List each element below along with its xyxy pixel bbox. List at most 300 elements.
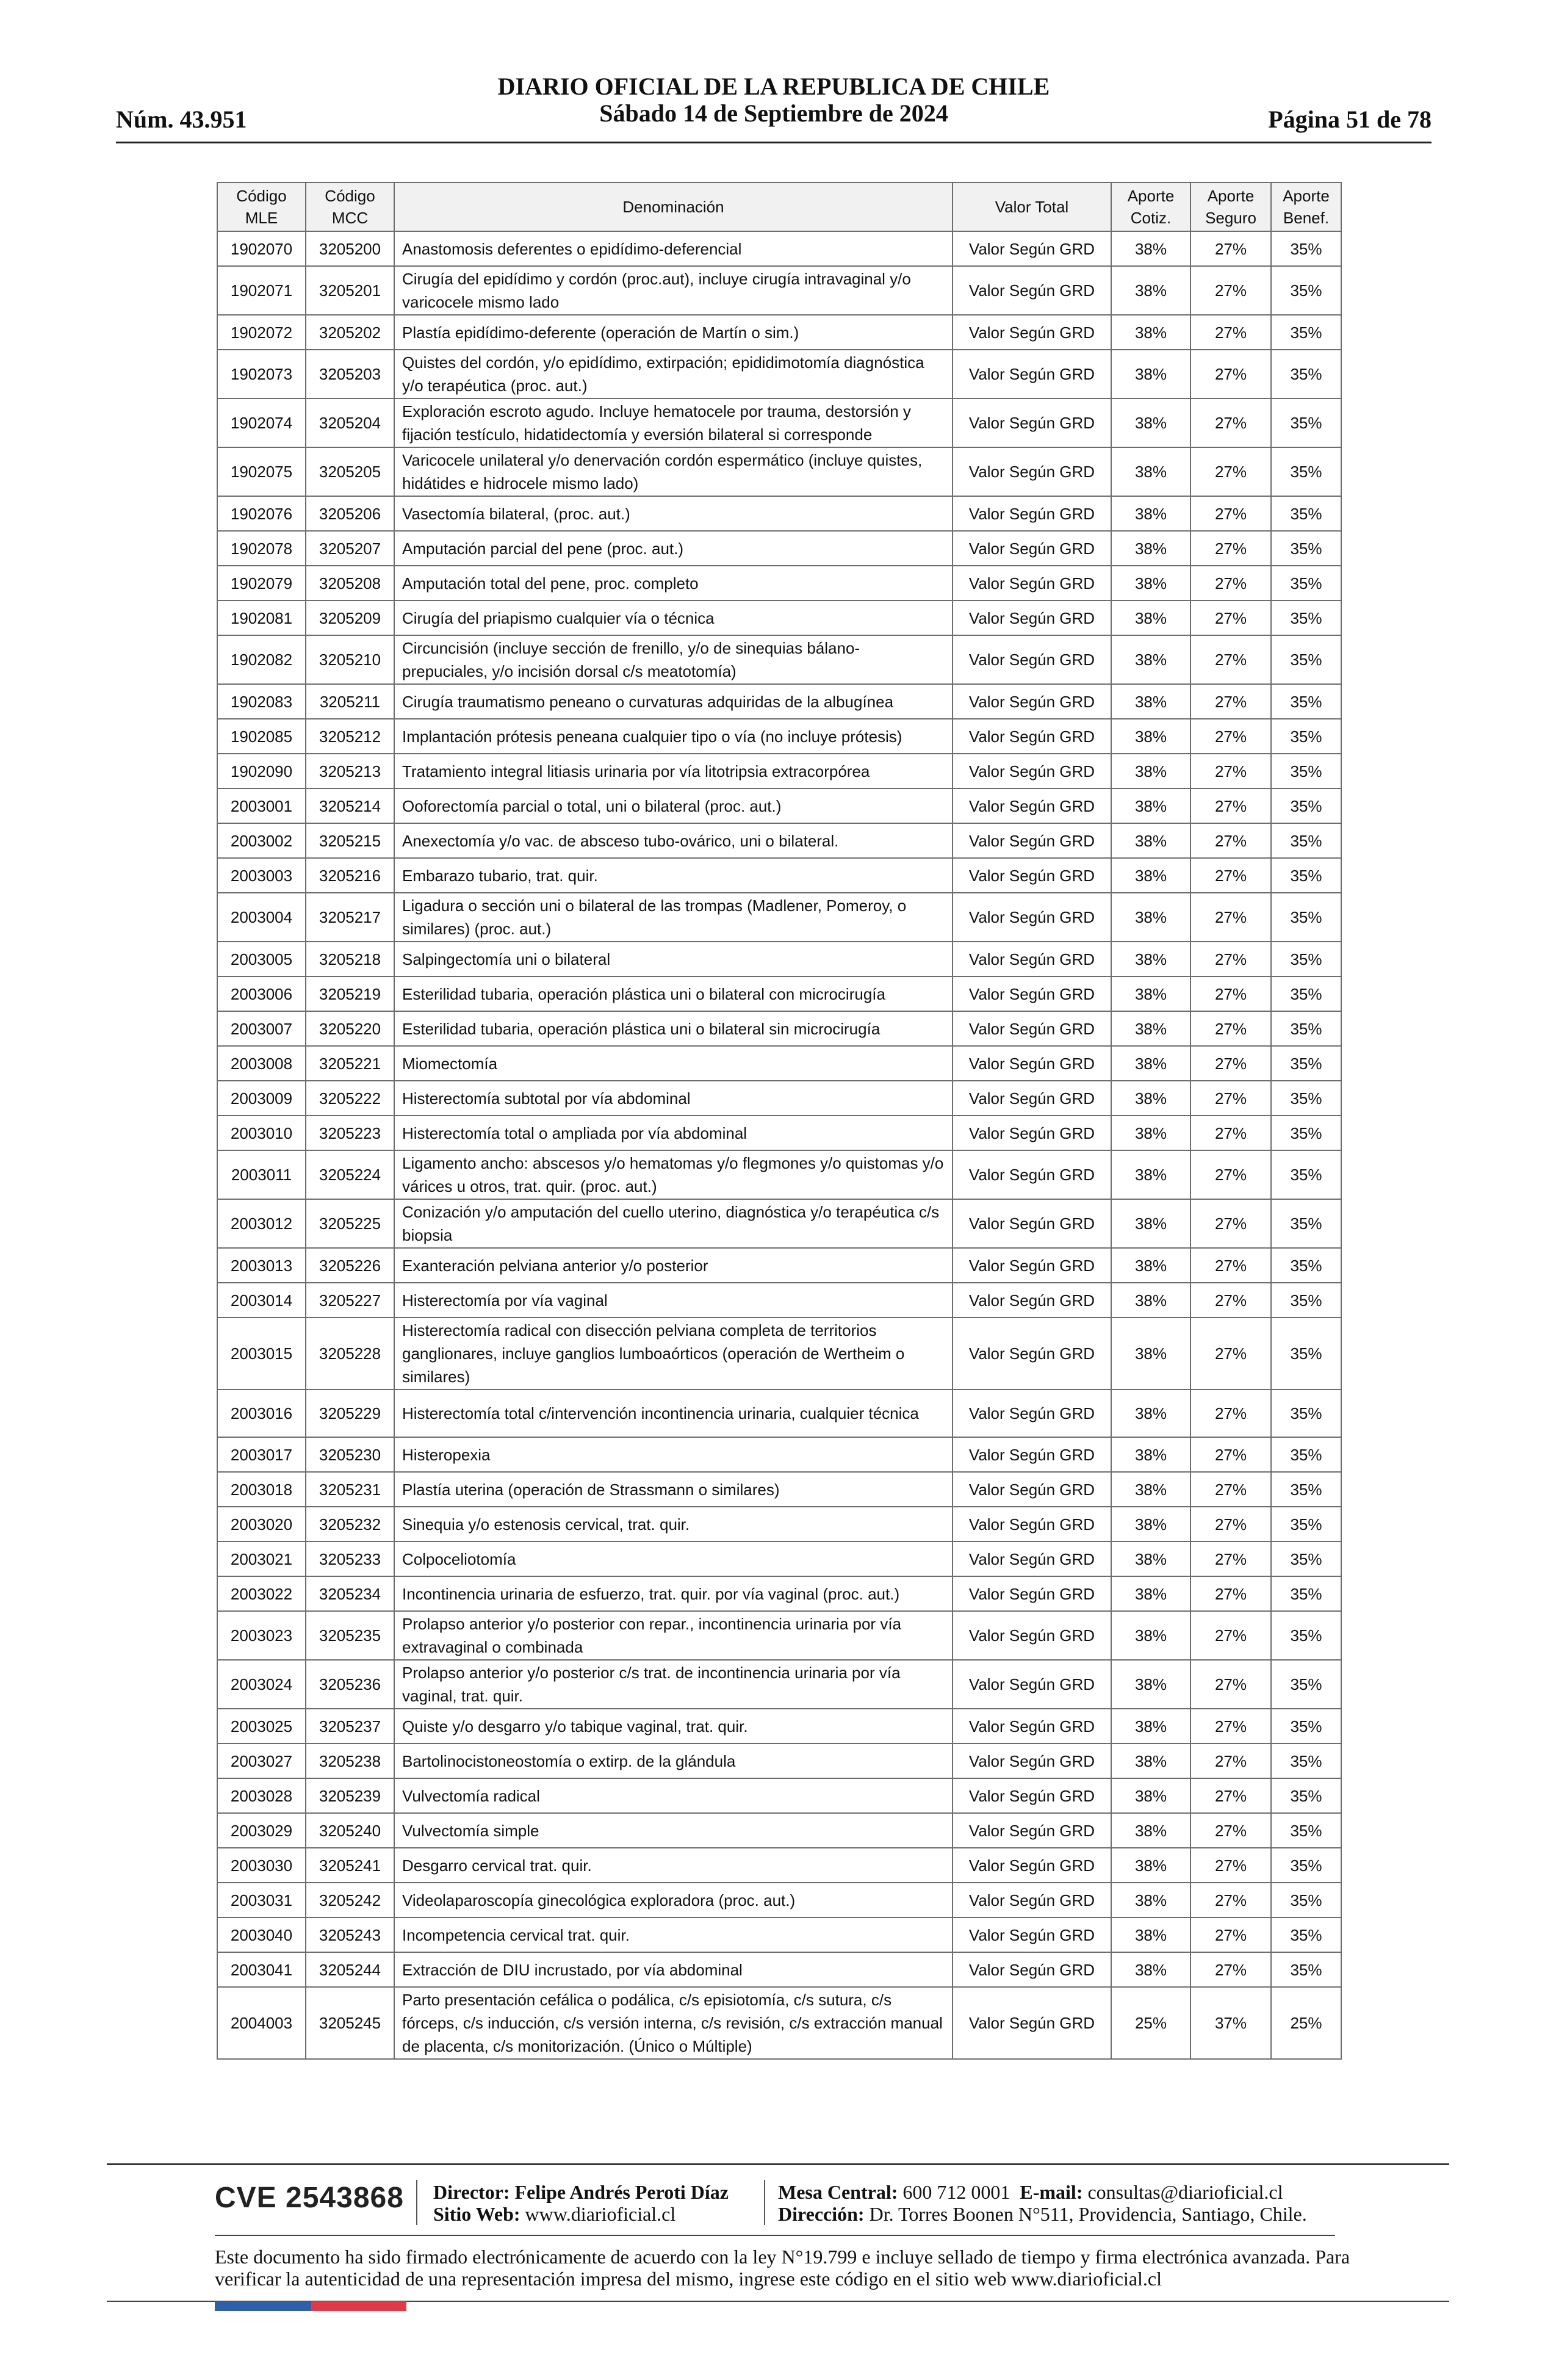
cell-aporte-seguro: 27% <box>1190 788 1271 823</box>
cell-codigo-mle: 1902076 <box>217 496 306 531</box>
cell-denominacion: Bartolinocistoneostomía o extirp. de la glándula <box>394 1744 953 1778</box>
cell-valor-total: Valor Según GRD <box>953 1848 1111 1883</box>
cell-aporte-cotiz: 25% <box>1111 1987 1190 2059</box>
cell-codigo-mle: 2003015 <box>217 1318 306 1390</box>
cell-aporte-cotiz: 38% <box>1111 1390 1190 1437</box>
cell-codigo-mcc: 3205208 <box>306 566 394 600</box>
cell-valor-total: Valor Según GRD <box>953 266 1111 315</box>
cell-denominacion: Circuncisión (incluye sección de frenillo, y/o de sinequias bálano-prepuciales, y/o incisión dorsal c/s meatotomía) <box>394 635 953 684</box>
cell-denominacion: Extracción de DIU incrustado, por vía abdominal <box>394 1952 953 1987</box>
table-row <box>217 266 1341 315</box>
cell-aporte-benef: 35% <box>1271 1507 1341 1542</box>
cell-denominacion: Sinequia y/o estenosis cervical, trat. quir. <box>394 1507 953 1542</box>
cell-aporte-benef: 25% <box>1271 1987 1341 2059</box>
footer-separator <box>764 2180 765 2225</box>
cell-aporte-benef: 35% <box>1271 1744 1341 1778</box>
cell-valor-total: Valor Según GRD <box>953 1952 1111 1987</box>
cell-aporte-cotiz: 38% <box>1111 600 1190 635</box>
cell-aporte-benef: 35% <box>1271 266 1341 315</box>
cell-codigo-mcc: 3205221 <box>306 1046 394 1081</box>
cell-codigo-mle: 2003030 <box>217 1848 306 1883</box>
table-row <box>217 566 1341 600</box>
cell-denominacion: Prolapso anterior y/o posterior con repar., incontinencia urinaria por vía extravaginal o combinada <box>394 1611 953 1660</box>
director-label: Director: <box>433 2181 510 2203</box>
col-header-aporte-benef: Aporte Benef. <box>1271 182 1341 231</box>
cell-codigo-mle: 2003010 <box>217 1116 306 1150</box>
cell-aporte-cotiz: 38% <box>1111 684 1190 719</box>
flag-bar-blue <box>215 2301 311 2311</box>
cell-aporte-seguro: 27% <box>1190 754 1271 788</box>
table-header-row <box>217 182 1341 231</box>
cell-aporte-cotiz: 38% <box>1111 1248 1190 1283</box>
cell-aporte-cotiz: 38% <box>1111 1150 1190 1199</box>
cell-aporte-cotiz: 38% <box>1111 1744 1190 1778</box>
cell-denominacion: Histeropexia <box>394 1437 953 1472</box>
cell-codigo-mle: 2003031 <box>217 1883 306 1917</box>
cell-aporte-seguro: 27% <box>1190 1848 1271 1883</box>
cell-codigo-mcc: 3205207 <box>306 531 394 566</box>
cell-codigo-mle: 2003018 <box>217 1472 306 1507</box>
cell-codigo-mcc: 3205218 <box>306 942 394 976</box>
table-row <box>217 350 1341 398</box>
cell-codigo-mcc: 3205201 <box>306 266 394 315</box>
cell-aporte-seguro: 27% <box>1190 1709 1271 1744</box>
cell-codigo-mle: 1902083 <box>217 684 306 719</box>
table-row <box>217 1150 1341 1199</box>
cell-valor-total: Valor Según GRD <box>953 1883 1111 1917</box>
header-divider <box>116 142 1432 143</box>
cell-aporte-cotiz: 38% <box>1111 231 1190 266</box>
cell-aporte-seguro: 27% <box>1190 1542 1271 1576</box>
cell-aporte-cotiz: 38% <box>1111 1952 1190 1987</box>
cell-aporte-seguro: 27% <box>1190 1081 1271 1116</box>
cell-codigo-mle: 2003006 <box>217 976 306 1011</box>
table-row <box>217 858 1341 893</box>
table-row <box>217 684 1341 719</box>
cell-codigo-mcc: 3205214 <box>306 788 394 823</box>
table-row <box>217 942 1341 976</box>
cell-codigo-mle: 2003017 <box>217 1437 306 1472</box>
cell-codigo-mcc: 3205227 <box>306 1283 394 1318</box>
cell-aporte-seguro: 27% <box>1190 398 1271 447</box>
cell-denominacion: Histerectomía subtotal por vía abdominal <box>394 1081 953 1116</box>
cell-valor-total: Valor Según GRD <box>953 600 1111 635</box>
cell-valor-total: Valor Según GRD <box>953 1472 1111 1507</box>
cell-denominacion: Plastía epidídimo-deferente (operación de Martín o sim.) <box>394 315 953 350</box>
cell-aporte-benef: 35% <box>1271 976 1341 1011</box>
table-row <box>217 315 1341 350</box>
footer-director-block <box>433 2181 729 2225</box>
cell-aporte-benef: 35% <box>1271 398 1341 447</box>
cell-denominacion: Prolapso anterior y/o posterior c/s trat. de incontinencia urinaria por vía vaginal, trat. quir. <box>394 1660 953 1709</box>
cell-denominacion: Vasectomía bilateral, (proc. aut.) <box>394 496 953 531</box>
cell-denominacion: Ooforectomía parcial o total, uni o bilateral (proc. aut.) <box>394 788 953 823</box>
cell-aporte-seguro: 27% <box>1190 315 1271 350</box>
cell-codigo-mle: 2003004 <box>217 893 306 942</box>
footer-divider-top <box>107 2163 1449 2165</box>
cell-aporte-seguro: 27% <box>1190 1150 1271 1199</box>
cell-valor-total: Valor Según GRD <box>953 976 1111 1011</box>
cell-codigo-mle: 2003002 <box>217 823 306 858</box>
cell-denominacion: Esterilidad tubaria, operación plástica uni o bilateral sin microcirugía <box>394 1011 953 1046</box>
cell-aporte-seguro: 27% <box>1190 1248 1271 1283</box>
cell-codigo-mcc: 3205230 <box>306 1437 394 1472</box>
cell-aporte-cotiz: 38% <box>1111 1507 1190 1542</box>
cell-denominacion: Quiste y/o desgarro y/o tabique vaginal, trat. quir. <box>394 1709 953 1744</box>
footer-divider-middle <box>215 2235 1335 2236</box>
cell-valor-total: Valor Según GRD <box>953 350 1111 398</box>
cell-aporte-cotiz: 38% <box>1111 1081 1190 1116</box>
cell-denominacion: Vulvectomía simple <box>394 1813 953 1848</box>
cell-denominacion: Implantación prótesis peneana cualquier tipo o vía (no incluye prótesis) <box>394 719 953 754</box>
cell-aporte-benef: 35% <box>1271 1952 1341 1987</box>
cell-aporte-cotiz: 38% <box>1111 1576 1190 1611</box>
cell-codigo-mcc: 3205241 <box>306 1848 394 1883</box>
cell-aporte-cotiz: 38% <box>1111 788 1190 823</box>
table-row <box>217 1283 1341 1318</box>
table-row <box>217 1542 1341 1576</box>
table-row <box>217 1660 1341 1709</box>
cell-codigo-mcc: 3205206 <box>306 496 394 531</box>
cve-code: CVE 2543868 <box>215 2182 404 2214</box>
cell-aporte-seguro: 27% <box>1190 942 1271 976</box>
cell-aporte-cotiz: 38% <box>1111 1778 1190 1813</box>
cell-codigo-mcc: 3205240 <box>306 1813 394 1848</box>
col-header-mle: Código MLE <box>217 182 306 231</box>
procedures-table <box>217 182 1342 2060</box>
cell-aporte-benef: 35% <box>1271 1116 1341 1150</box>
cell-denominacion: Plastía uterina (operación de Strassmann o similares) <box>394 1472 953 1507</box>
cell-aporte-cotiz: 38% <box>1111 315 1190 350</box>
cell-valor-total: Valor Según GRD <box>953 1150 1111 1199</box>
cell-codigo-mle: 2003003 <box>217 858 306 893</box>
table-row <box>217 1199 1341 1248</box>
cell-codigo-mle: 2003012 <box>217 1199 306 1248</box>
cell-aporte-cotiz: 38% <box>1111 893 1190 942</box>
cell-valor-total: Valor Según GRD <box>953 1987 1111 2059</box>
cell-aporte-benef: 35% <box>1271 1917 1341 1952</box>
cell-codigo-mcc: 3205222 <box>306 1081 394 1116</box>
cell-aporte-cotiz: 38% <box>1111 1318 1190 1390</box>
cell-denominacion: Cirugía traumatismo peneano o curvaturas adquiridas de la albugínea <box>394 684 953 719</box>
website-label: Sitio Web: <box>433 2203 520 2225</box>
cell-aporte-benef: 35% <box>1271 1248 1341 1283</box>
cell-aporte-benef: 35% <box>1271 942 1341 976</box>
cell-codigo-mle: 2003024 <box>217 1660 306 1709</box>
cell-aporte-seguro: 27% <box>1190 1046 1271 1081</box>
newspaper-title: DIARIO OFICIAL DE LA REPUBLICA DE CHILE <box>497 73 1050 100</box>
legal-notice: Este documento ha sido firmado electrónicamente de acuerdo con la ley N°19.799 e incluye sellado de tiempo y firma electrónica avanzada. Para verificar la autenticidad de una representación impresa del mismo, ingrese este código en el sitio web www.diarioficial.cl <box>215 2246 1350 2290</box>
footer-contact-block <box>778 2181 1307 2225</box>
cell-denominacion: Colpoceliotomía <box>394 1542 953 1576</box>
cell-aporte-seguro: 27% <box>1190 1283 1271 1318</box>
cell-valor-total: Valor Según GRD <box>953 1611 1111 1660</box>
cell-denominacion: Parto presentación cefálica o podálica, c/s episiotomía, c/s sutura, c/s fórceps, c/s inducción, c/s versión interna, c/s revisión, c/s extracción manual de placenta, c/s monitorización. (Único o Múltiple) <box>394 1987 953 2059</box>
table-row <box>217 893 1341 942</box>
table-row <box>217 1987 1341 2059</box>
cell-valor-total: Valor Según GRD <box>953 231 1111 266</box>
cell-aporte-cotiz: 38% <box>1111 1709 1190 1744</box>
cell-aporte-benef: 35% <box>1271 788 1341 823</box>
cell-aporte-benef: 35% <box>1271 1848 1341 1883</box>
cell-codigo-mle: 2004003 <box>217 1987 306 2059</box>
cell-valor-total: Valor Según GRD <box>953 1081 1111 1116</box>
cell-denominacion: Exploración escroto agudo. Incluye hematocele por trauma, destorsión y fijación testículo, hidatidectomía y eversión bilateral si corresponde <box>394 398 953 447</box>
cell-aporte-seguro: 27% <box>1190 1952 1271 1987</box>
cell-codigo-mle: 2003029 <box>217 1813 306 1848</box>
issue-date: Sábado 14 de Septiembre de 2024 <box>599 99 948 127</box>
cell-aporte-seguro: 27% <box>1190 496 1271 531</box>
cell-valor-total: Valor Según GRD <box>953 496 1111 531</box>
cell-valor-total: Valor Según GRD <box>953 1283 1111 1318</box>
cell-aporte-cotiz: 38% <box>1111 823 1190 858</box>
cell-codigo-mle: 2003009 <box>217 1081 306 1116</box>
table-row <box>217 1611 1341 1660</box>
cell-codigo-mle: 2003021 <box>217 1542 306 1576</box>
cell-aporte-seguro: 27% <box>1190 1744 1271 1778</box>
col-header-aporte-seguro: Aporte Seguro <box>1190 182 1271 231</box>
cell-aporte-seguro: 37% <box>1190 1987 1271 2059</box>
table-row <box>217 1576 1341 1611</box>
cell-codigo-mcc: 3205215 <box>306 823 394 858</box>
cell-codigo-mcc: 3205237 <box>306 1709 394 1744</box>
cell-denominacion: Incontinencia urinaria de esfuerzo, trat. quir. por vía vaginal (proc. aut.) <box>394 1576 953 1611</box>
cell-aporte-seguro: 27% <box>1190 1917 1271 1952</box>
cell-aporte-benef: 35% <box>1271 1660 1341 1709</box>
email-link[interactable]: consultas@diarioficial.cl <box>1087 2181 1283 2203</box>
cell-codigo-mcc: 3205224 <box>306 1150 394 1199</box>
cell-denominacion: Salpingectomía uni o bilateral <box>394 942 953 976</box>
cell-aporte-seguro: 27% <box>1190 1199 1271 1248</box>
table-row <box>217 1248 1341 1283</box>
cell-aporte-cotiz: 38% <box>1111 566 1190 600</box>
cell-codigo-mcc: 3205210 <box>306 635 394 684</box>
cell-valor-total: Valor Según GRD <box>953 1199 1111 1248</box>
cell-codigo-mcc: 3205238 <box>306 1744 394 1778</box>
cell-codigo-mcc: 3205209 <box>306 600 394 635</box>
cell-aporte-seguro: 27% <box>1190 684 1271 719</box>
table-row <box>217 1390 1341 1437</box>
cell-aporte-cotiz: 38% <box>1111 496 1190 531</box>
cell-denominacion: Exanteración pelviana anterior y/o posterior <box>394 1248 953 1283</box>
cell-aporte-seguro: 27% <box>1190 1318 1271 1390</box>
cell-aporte-seguro: 27% <box>1190 823 1271 858</box>
cell-aporte-cotiz: 38% <box>1111 754 1190 788</box>
cell-aporte-cotiz: 38% <box>1111 1542 1190 1576</box>
cell-aporte-benef: 35% <box>1271 447 1341 496</box>
cell-codigo-mle: 2003013 <box>217 1248 306 1283</box>
flag-bar-red <box>311 2301 406 2311</box>
cell-codigo-mle: 2003025 <box>217 1709 306 1744</box>
col-header-valor-total: Valor Total <box>953 182 1111 231</box>
cell-codigo-mle: 1902075 <box>217 447 306 496</box>
footer-separator <box>416 2180 417 2225</box>
cell-aporte-benef: 35% <box>1271 1883 1341 1917</box>
cell-valor-total: Valor Según GRD <box>953 1542 1111 1576</box>
cell-valor-total: Valor Según GRD <box>953 893 1111 942</box>
cell-codigo-mcc: 3205236 <box>306 1660 394 1709</box>
cell-aporte-benef: 35% <box>1271 1283 1341 1318</box>
cell-aporte-seguro: 27% <box>1190 566 1271 600</box>
cell-codigo-mle: 2003022 <box>217 1576 306 1611</box>
cell-denominacion: Quistes del cordón, y/o epidídimo, extirpación; epididimotomía diagnóstica y/o terapéutica (proc. aut.) <box>394 350 953 398</box>
cell-aporte-cotiz: 38% <box>1111 635 1190 684</box>
cell-denominacion: Histerectomía por vía vaginal <box>394 1283 953 1318</box>
col-header-denominacion: Denominación <box>394 182 953 231</box>
cell-aporte-benef: 35% <box>1271 1611 1341 1660</box>
cell-aporte-benef: 35% <box>1271 823 1341 858</box>
cell-codigo-mcc: 3205223 <box>306 1116 394 1150</box>
cell-codigo-mle: 1902090 <box>217 754 306 788</box>
cell-aporte-seguro: 27% <box>1190 1611 1271 1660</box>
cell-aporte-cotiz: 38% <box>1111 858 1190 893</box>
cell-aporte-seguro: 27% <box>1190 1778 1271 1813</box>
cell-aporte-seguro: 27% <box>1190 350 1271 398</box>
cell-aporte-cotiz: 38% <box>1111 1611 1190 1660</box>
table-row <box>217 447 1341 496</box>
cell-codigo-mcc: 3205200 <box>306 231 394 266</box>
cell-codigo-mcc: 3205244 <box>306 1952 394 1987</box>
cell-valor-total: Valor Según GRD <box>953 447 1111 496</box>
cell-codigo-mle: 1902073 <box>217 350 306 398</box>
address-label: Dirección: <box>778 2203 865 2225</box>
table-row <box>217 600 1341 635</box>
cell-codigo-mcc: 3205212 <box>306 719 394 754</box>
table-row <box>217 1813 1341 1848</box>
cell-aporte-cotiz: 38% <box>1111 1283 1190 1318</box>
cell-aporte-benef: 35% <box>1271 1318 1341 1390</box>
table-row <box>217 1507 1341 1542</box>
cell-aporte-benef: 35% <box>1271 231 1341 266</box>
cell-valor-total: Valor Según GRD <box>953 1709 1111 1744</box>
cell-aporte-seguro: 27% <box>1190 1576 1271 1611</box>
cell-denominacion: Embarazo tubario, trat. quir. <box>394 858 953 893</box>
mesa-label: Mesa Central: <box>778 2181 898 2203</box>
cell-aporte-cotiz: 38% <box>1111 1848 1190 1883</box>
cell-aporte-seguro: 27% <box>1190 1116 1271 1150</box>
cell-denominacion: Incompetencia cervical trat. quir. <box>394 1917 953 1952</box>
cell-valor-total: Valor Según GRD <box>953 858 1111 893</box>
table-row <box>217 1883 1341 1917</box>
cell-aporte-seguro: 27% <box>1190 893 1271 942</box>
table-row <box>217 1952 1341 1987</box>
table-row <box>217 635 1341 684</box>
table-row <box>217 496 1341 531</box>
cell-aporte-benef: 35% <box>1271 1011 1341 1046</box>
cell-codigo-mle: 2003020 <box>217 1507 306 1542</box>
table-row <box>217 754 1341 788</box>
cell-valor-total: Valor Según GRD <box>953 1507 1111 1542</box>
cell-codigo-mle: 1902078 <box>217 531 306 566</box>
cell-aporte-seguro: 27% <box>1190 976 1271 1011</box>
cell-aporte-seguro: 27% <box>1190 719 1271 754</box>
cell-denominacion: Desgarro cervical trat. quir. <box>394 1848 953 1883</box>
cell-aporte-seguro: 27% <box>1190 1472 1271 1507</box>
cell-codigo-mle: 2003041 <box>217 1952 306 1987</box>
table-row <box>217 1046 1341 1081</box>
cell-codigo-mle: 1902082 <box>217 635 306 684</box>
cell-codigo-mle: 1902071 <box>217 266 306 315</box>
cell-codigo-mcc: 3205232 <box>306 1507 394 1542</box>
page-header <box>116 73 1432 143</box>
table-row <box>217 788 1341 823</box>
cell-denominacion: Histerectomía radical con disección pelviana completa de territorios ganglionares, incluye ganglios lumboaórticos (operación de Wertheim o similares) <box>394 1318 953 1390</box>
col-header-aporte-cotiz: Aporte Cotiz. <box>1111 182 1190 231</box>
cell-codigo-mcc: 3205239 <box>306 1778 394 1813</box>
table-row <box>217 1709 1341 1744</box>
cell-aporte-benef: 35% <box>1271 858 1341 893</box>
cell-aporte-benef: 35% <box>1271 893 1341 942</box>
cell-aporte-seguro: 27% <box>1190 1813 1271 1848</box>
table-row <box>217 1917 1341 1952</box>
cell-aporte-benef: 35% <box>1271 1472 1341 1507</box>
cell-codigo-mcc: 3205226 <box>306 1248 394 1283</box>
cell-codigo-mle: 1902085 <box>217 719 306 754</box>
cell-codigo-mle: 2003001 <box>217 788 306 823</box>
cell-denominacion: Amputación parcial del pene (proc. aut.) <box>394 531 953 566</box>
table-row <box>217 1744 1341 1778</box>
cell-aporte-benef: 35% <box>1271 635 1341 684</box>
mesa-phone: 600 712 0001 <box>902 2181 1010 2203</box>
cell-aporte-seguro: 27% <box>1190 1390 1271 1437</box>
cell-aporte-benef: 35% <box>1271 1542 1341 1576</box>
cell-aporte-benef: 35% <box>1271 684 1341 719</box>
cell-aporte-benef: 35% <box>1271 315 1341 350</box>
cell-valor-total: Valor Según GRD <box>953 788 1111 823</box>
cell-codigo-mcc: 3205202 <box>306 315 394 350</box>
table-row <box>217 231 1341 266</box>
cell-valor-total: Valor Según GRD <box>953 315 1111 350</box>
table-row <box>217 1318 1341 1390</box>
cell-codigo-mle: 2003023 <box>217 1611 306 1660</box>
cell-codigo-mcc: 3205211 <box>306 684 394 719</box>
cell-codigo-mle: 1902079 <box>217 566 306 600</box>
cell-aporte-cotiz: 38% <box>1111 1883 1190 1917</box>
cell-valor-total: Valor Según GRD <box>953 1576 1111 1611</box>
cell-denominacion: Miomectomía <box>394 1046 953 1081</box>
director-name: Felipe Andrés Peroti Díaz <box>514 2181 729 2203</box>
table-row <box>217 1437 1341 1472</box>
cell-denominacion: Amputación total del pene, proc. completo <box>394 566 953 600</box>
cell-valor-total: Valor Según GRD <box>953 1318 1111 1390</box>
cell-aporte-benef: 35% <box>1271 1437 1341 1472</box>
table-row <box>217 1848 1341 1883</box>
cell-aporte-cotiz: 38% <box>1111 398 1190 447</box>
cell-aporte-benef: 35% <box>1271 496 1341 531</box>
cell-aporte-cotiz: 38% <box>1111 942 1190 976</box>
address-text: Dr. Torres Boonen N°511, Providencia, Santiago, Chile. <box>869 2203 1307 2225</box>
cell-codigo-mcc: 3205234 <box>306 1576 394 1611</box>
cell-codigo-mle: 1902074 <box>217 398 306 447</box>
cell-denominacion: Anexectomía y/o vac. de absceso tubo-ovárico, uni o bilateral. <box>394 823 953 858</box>
cell-aporte-cotiz: 38% <box>1111 719 1190 754</box>
cell-codigo-mcc: 3205203 <box>306 350 394 398</box>
cell-valor-total: Valor Según GRD <box>953 531 1111 566</box>
cell-valor-total: Valor Según GRD <box>953 684 1111 719</box>
cell-valor-total: Valor Según GRD <box>953 566 1111 600</box>
table-row <box>217 823 1341 858</box>
cell-codigo-mle: 1902072 <box>217 315 306 350</box>
cell-aporte-benef: 35% <box>1271 1046 1341 1081</box>
cell-aporte-benef: 35% <box>1271 1576 1341 1611</box>
table-row <box>217 1472 1341 1507</box>
cell-aporte-seguro: 27% <box>1190 858 1271 893</box>
cell-aporte-cotiz: 38% <box>1111 1116 1190 1150</box>
cell-aporte-seguro: 27% <box>1190 231 1271 266</box>
cell-codigo-mle: 2003028 <box>217 1778 306 1813</box>
website-link[interactable]: www.diarioficial.cl <box>525 2203 676 2225</box>
cell-codigo-mle: 2003016 <box>217 1390 306 1437</box>
